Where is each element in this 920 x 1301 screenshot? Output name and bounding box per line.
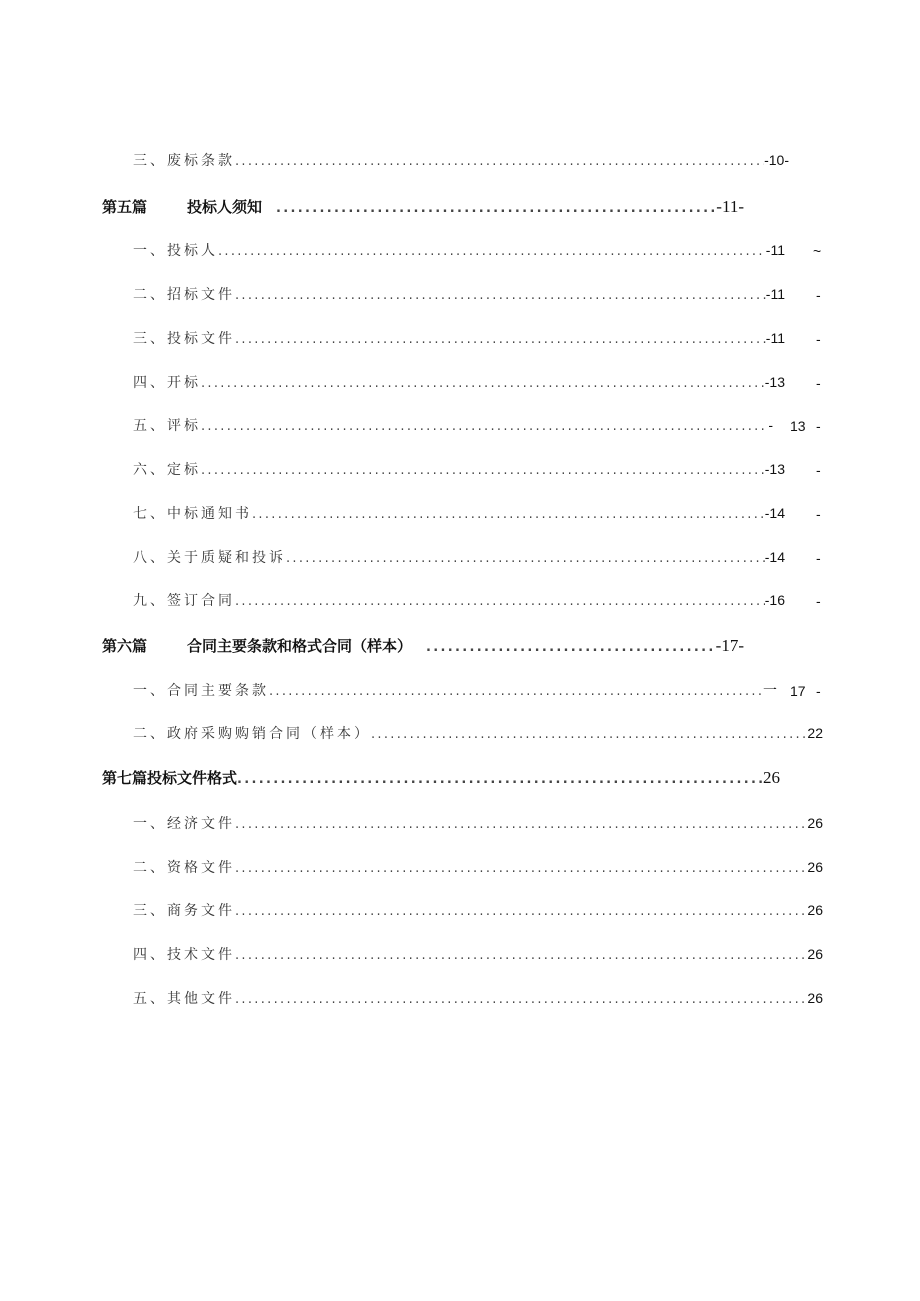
toc-page-number: -17- xyxy=(715,636,744,655)
toc-entry-label: 二、资格文件 xyxy=(133,860,235,876)
toc-leader-dots xyxy=(235,904,807,919)
toc-entry-label: 一、经济文件 xyxy=(133,816,235,832)
toc-entry[interactable] xyxy=(133,284,785,306)
toc-entry[interactable] xyxy=(133,503,785,525)
toc-page-number: -11 xyxy=(765,330,785,346)
toc-entry[interactable] xyxy=(133,988,823,1010)
toc-page-number: -14 xyxy=(764,505,785,521)
toc-entry[interactable] xyxy=(133,415,773,437)
toc-page-tail: - xyxy=(816,287,821,303)
toc-chapter[interactable] xyxy=(102,767,780,789)
toc-leader-dots xyxy=(269,684,763,699)
toc-entry-label: 三、商务文件 xyxy=(133,903,235,919)
toc-leader-dots xyxy=(235,332,766,347)
toc-page-tail: - xyxy=(816,331,821,347)
toc-entry[interactable] xyxy=(133,150,789,172)
toc-entry-label: 三、废标条款 xyxy=(133,153,235,169)
toc-page-tail: - xyxy=(816,593,821,609)
toc-page-number: 26 xyxy=(763,768,780,787)
toc-chapter[interactable] xyxy=(102,635,744,657)
toc-page-number: -13 xyxy=(764,374,785,390)
toc-entry-label: 七、中标通知书 xyxy=(133,506,252,522)
toc-entry-label: 二、政府采购购销合同（样本） xyxy=(133,726,371,742)
toc-entry[interactable] xyxy=(133,240,785,262)
toc-page-number-2: 17 xyxy=(790,683,806,699)
toc-page-tail: - xyxy=(816,375,821,391)
toc-page-number: 一 xyxy=(763,682,777,698)
toc-entry-label: 五、评标 xyxy=(133,418,201,434)
toc-entry[interactable] xyxy=(133,857,823,879)
toc-page-tail: - xyxy=(816,506,821,522)
toc-leader-dots xyxy=(371,727,807,742)
toc-entry[interactable] xyxy=(133,459,785,481)
toc-entry[interactable] xyxy=(133,372,785,394)
toc-leader-dots xyxy=(237,772,763,787)
toc-page-number: -16 xyxy=(764,592,785,608)
toc-entry-label: 八、关于质疑和投诉 xyxy=(133,550,286,566)
toc-chapter[interactable] xyxy=(102,196,744,218)
toc-entry-label: 九、签订合同 xyxy=(133,593,235,609)
toc-leader-dots xyxy=(276,201,716,216)
toc-entry[interactable] xyxy=(133,944,823,966)
toc-leader-dots xyxy=(426,640,716,655)
toc-page-number: 26 xyxy=(807,902,823,918)
toc-entry-label: 六、定标 xyxy=(133,462,201,478)
toc-chapter-title: 合同主要条款和格式合同（样本） xyxy=(187,637,413,655)
toc-page-number: 26 xyxy=(807,859,823,875)
toc-page-tail: ~ xyxy=(813,243,822,259)
toc-page-number: -10- xyxy=(764,152,789,168)
toc-chapter-number: 第五篇 xyxy=(102,198,148,216)
toc-entry-label: 一、合同主要条款 xyxy=(133,683,269,699)
toc-leader-dots xyxy=(235,948,807,963)
toc-chapter-title: 投标人须知 xyxy=(187,198,263,216)
toc-entry[interactable] xyxy=(133,723,823,745)
toc-page-tail: - xyxy=(816,462,821,478)
toc-page-number: -13 xyxy=(764,461,785,477)
toc-page-tail: - xyxy=(816,418,821,434)
toc-entry[interactable] xyxy=(133,900,823,922)
toc-leader-dots xyxy=(218,244,766,259)
toc-page-tail: - xyxy=(816,683,821,699)
toc-leader-dots xyxy=(252,507,765,522)
toc-page-number: 26 xyxy=(807,990,823,1006)
toc-entry[interactable] xyxy=(133,680,777,702)
toc-leader-dots xyxy=(235,992,807,1007)
toc-entry-label: 一、投标人 xyxy=(133,243,218,259)
toc-page-number: 26 xyxy=(807,946,823,962)
toc-page-number: -11- xyxy=(716,197,744,216)
toc-leader-dots xyxy=(286,551,765,566)
toc-leader-dots xyxy=(201,419,768,434)
toc-leader-dots xyxy=(235,594,765,609)
toc-page-number: -14 xyxy=(764,549,785,565)
toc-page-number: -11 xyxy=(765,286,785,302)
toc-entry[interactable] xyxy=(133,590,785,612)
toc-entry[interactable] xyxy=(133,813,823,835)
toc-page-number: - xyxy=(768,417,773,433)
toc-leader-dots xyxy=(201,463,765,478)
toc-entry-label: 三、投标文件 xyxy=(133,331,235,347)
toc-chapter-number: 第六篇 xyxy=(102,637,148,655)
toc-entry[interactable] xyxy=(133,328,785,350)
toc-entry-label: 五、其他文件 xyxy=(133,991,235,1007)
toc-page-number: 22 xyxy=(807,725,823,741)
toc-leader-dots xyxy=(235,817,807,832)
toc-page-number: -11 xyxy=(765,242,785,258)
toc-entry[interactable] xyxy=(133,547,785,569)
toc-page-number-2: 13 xyxy=(790,418,806,434)
toc-page-number: 26 xyxy=(807,815,823,831)
toc-page-tail: - xyxy=(816,550,821,566)
toc-entry-label: 四、技术文件 xyxy=(133,947,235,963)
toc-chapter-title: 第七篇投标文件格式 xyxy=(102,769,238,787)
toc-entry-label: 四、开标 xyxy=(133,375,201,391)
toc-entry-label: 二、招标文件 xyxy=(133,287,235,303)
toc-leader-dots xyxy=(235,288,766,303)
toc-leader-dots xyxy=(201,376,765,391)
toc-leader-dots xyxy=(235,154,764,169)
toc-leader-dots xyxy=(235,861,807,876)
